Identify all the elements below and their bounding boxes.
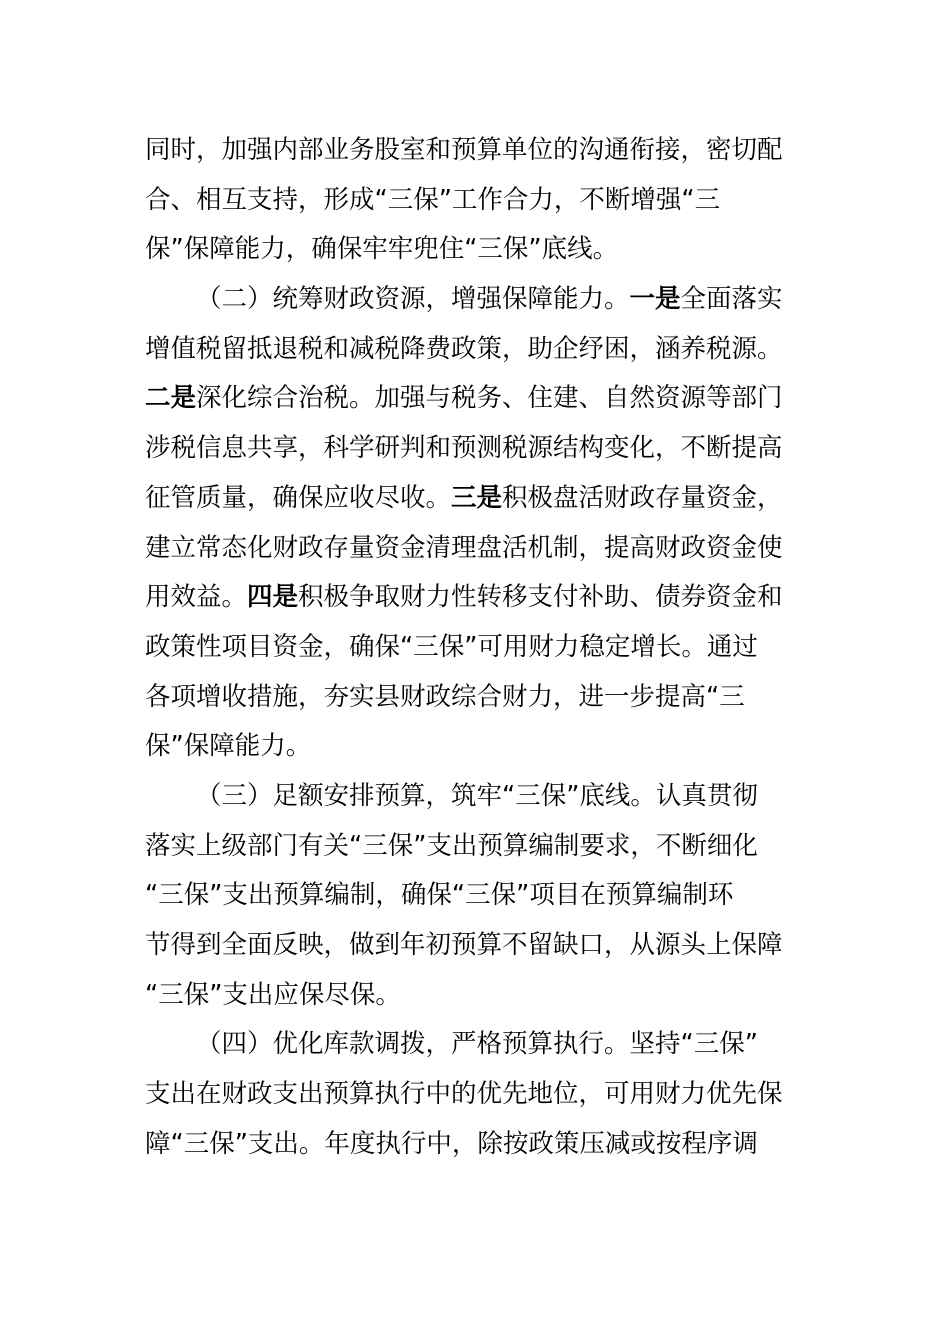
text-line [145,524,790,574]
body-text: 节得到全面反映，做到年初预算不留缺口，从源头上保障 [145,930,783,960]
document-body-text [145,126,790,1169]
body-text: 同时，加强内部业务股室和预算单位的沟通衔接，密切配 [145,135,783,165]
text-line [145,1020,790,1070]
body-text: （二）统筹财政资源，增强保障能力。 [196,284,630,315]
body-text: 落实上级部门有关“三保”支出预算编制要求，不断细化 [145,830,758,861]
body-text: 增值税留抵退税和减税降费政策，助企纾困，涵养税源。 [145,333,783,364]
body-text: 支出在财政支出预算执行中的优先地位，可用财力优先保 [145,1079,783,1110]
body-text: “三保”支出预算编制，确保“三保”项目在预算编制环 [145,880,734,911]
body-text: 障“三保”支出。年度执行中，除按政策压减或按程序调 [145,1128,758,1159]
body-text: 积极争取财力性转移支付补助、债券资金和 [298,582,783,613]
body-text: 合、相互支持，形成“三保”工作合力，不断增强“三 [145,184,721,215]
body-text: “三保”支出应保尽保。 [145,979,401,1010]
text-line [145,573,790,623]
bold-lead-text: 一是 [629,284,681,315]
text-line [145,822,790,872]
text-line [145,275,790,325]
bold-lead-text: 二是 [145,383,197,414]
bold-lead-text: 三是 [451,482,503,513]
text-line [145,424,790,474]
text-line [145,1070,790,1120]
body-text: （四）优化库款调拨，严格预算执行。坚持“三保” [196,1029,758,1060]
text-line [145,1120,790,1170]
text-line [145,126,790,176]
body-text: 政策性项目资金，确保“三保”可用财力稳定增长。通过 [145,631,758,662]
text-line [145,474,790,524]
body-text: 积极盘活财政存量资金， [502,482,783,513]
bold-lead-text: 四是 [247,582,299,613]
body-text: （三）足额安排预算，筑牢“三保”底线。认真贯彻 [196,780,758,811]
text-line [145,225,790,275]
text-line [145,623,790,673]
body-text: 保”保障能力。 [145,731,312,762]
text-line [145,772,790,822]
text-line [145,871,790,921]
text-line [145,971,790,1021]
text-line [145,325,790,375]
text-line [145,673,790,723]
body-text: 用效益。 [145,582,248,613]
body-text: 征管质量，确保应收尽收。 [145,482,452,513]
body-text: 保”保障能力，确保牢牢兜住“三保”底线。 [145,234,619,265]
body-text: 涉税信息共享，科学研判和预测税源结构变化，不断提高 [145,433,783,464]
body-text: 全面落实 [680,284,783,315]
body-text: 深化综合治税。加强与税务、住建、自然资源等部门 [196,383,783,414]
text-line [145,176,790,226]
body-text: 建立常态化财政存量资金清理盘活机制，提高财政资金使 [145,532,783,563]
text-line [145,722,790,772]
body-text: 各项增收措施，夯实县财政综合财力，进一步提高“三 [145,681,745,712]
text-line [145,374,790,424]
text-line [145,921,790,971]
